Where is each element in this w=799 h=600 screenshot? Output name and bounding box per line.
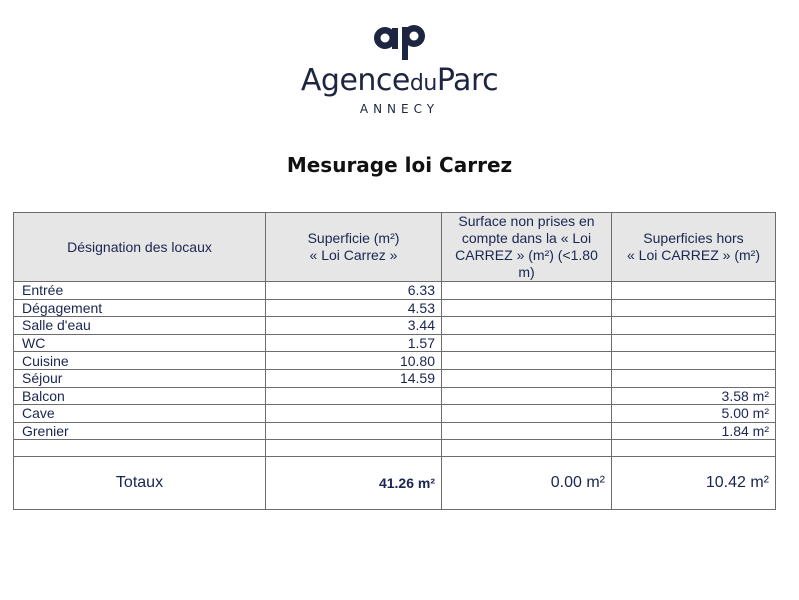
carrez-area	[266, 387, 442, 405]
ap-monogram-icon	[368, 14, 432, 60]
agency-city: ANNECY	[359, 102, 440, 116]
outside-carrez-area	[612, 317, 776, 335]
outside-carrez-area: 3.58 m²	[612, 387, 776, 405]
carrez-area: 14.59	[266, 369, 442, 387]
agency-logo	[0, 14, 799, 117]
carrez-area	[266, 422, 442, 440]
outside-carrez-area	[612, 369, 776, 387]
outside-carrez-area	[612, 334, 776, 352]
room-name: Cave	[14, 405, 266, 423]
room-name: WC	[14, 334, 266, 352]
carrez-area: 4.53	[266, 299, 442, 317]
table-row	[14, 387, 776, 405]
outside-carrez-area	[612, 299, 776, 317]
non-counted-area	[442, 422, 612, 440]
non-counted-area	[442, 369, 612, 387]
non-counted-area	[442, 282, 612, 300]
non-counted-area	[442, 405, 612, 423]
table-row	[14, 369, 776, 387]
non-counted-area	[442, 317, 612, 335]
outside-carrez-area: 1.84 m²	[612, 422, 776, 440]
non-counted-area	[442, 387, 612, 405]
total-non-counted: 0.00 m²	[442, 457, 612, 510]
room-name: Séjour	[14, 369, 266, 387]
header-outside-carrez: Superficies hors « Loi CARREZ » (m²)	[612, 213, 776, 282]
agency-name	[0, 64, 799, 101]
table-row	[14, 352, 776, 370]
room-name: Balcon	[14, 387, 266, 405]
totals-label: Totaux	[14, 457, 266, 510]
non-counted-area	[442, 352, 612, 370]
table-header-row	[14, 213, 776, 282]
carrez-area: 6.33	[266, 282, 442, 300]
table-row	[14, 334, 776, 352]
empty-cell	[612, 440, 776, 457]
table-row	[14, 422, 776, 440]
room-name: Salle d'eau	[14, 317, 266, 335]
totals-row	[14, 457, 776, 510]
outside-carrez-area	[612, 352, 776, 370]
carrez-area: 10.80	[266, 352, 442, 370]
total-carrez: 41.26 m²	[266, 457, 442, 510]
table-row	[14, 317, 776, 335]
header-non-counted-area: Surface non prises en compte dans la « Loi CARREZ » (m²) (<1.80 m)	[442, 213, 612, 282]
room-name: Dégagement	[14, 299, 266, 317]
carrez-area: 3.44	[266, 317, 442, 335]
total-outside-carrez: 10.42 m²	[612, 457, 776, 510]
room-name: Grenier	[14, 422, 266, 440]
table-row	[14, 299, 776, 317]
document-title: Mesurage loi Carrez	[286, 153, 513, 177]
header-designation: Désignation des locaux	[14, 213, 266, 282]
header-carrez-area: Superficie (m²) « Loi Carrez »	[266, 213, 442, 282]
outside-carrez-area: 5.00 m²	[612, 405, 776, 423]
carrez-area	[266, 405, 442, 423]
table-row	[14, 282, 776, 300]
room-name: Cuisine	[14, 352, 266, 370]
carrez-measurement-table	[13, 212, 776, 510]
outside-carrez-area	[612, 282, 776, 300]
brand-small: du	[409, 71, 437, 96]
empty-cell	[442, 440, 612, 457]
empty-row	[14, 440, 776, 457]
empty-cell	[14, 440, 266, 457]
brand-main: Agence	[300, 63, 410, 98]
non-counted-area	[442, 334, 612, 352]
carrez-area: 1.57	[266, 334, 442, 352]
table-row	[14, 405, 776, 423]
brand-end: Parc	[436, 63, 499, 98]
empty-cell	[266, 440, 442, 457]
room-name: Entrée	[14, 282, 266, 300]
non-counted-area	[442, 299, 612, 317]
